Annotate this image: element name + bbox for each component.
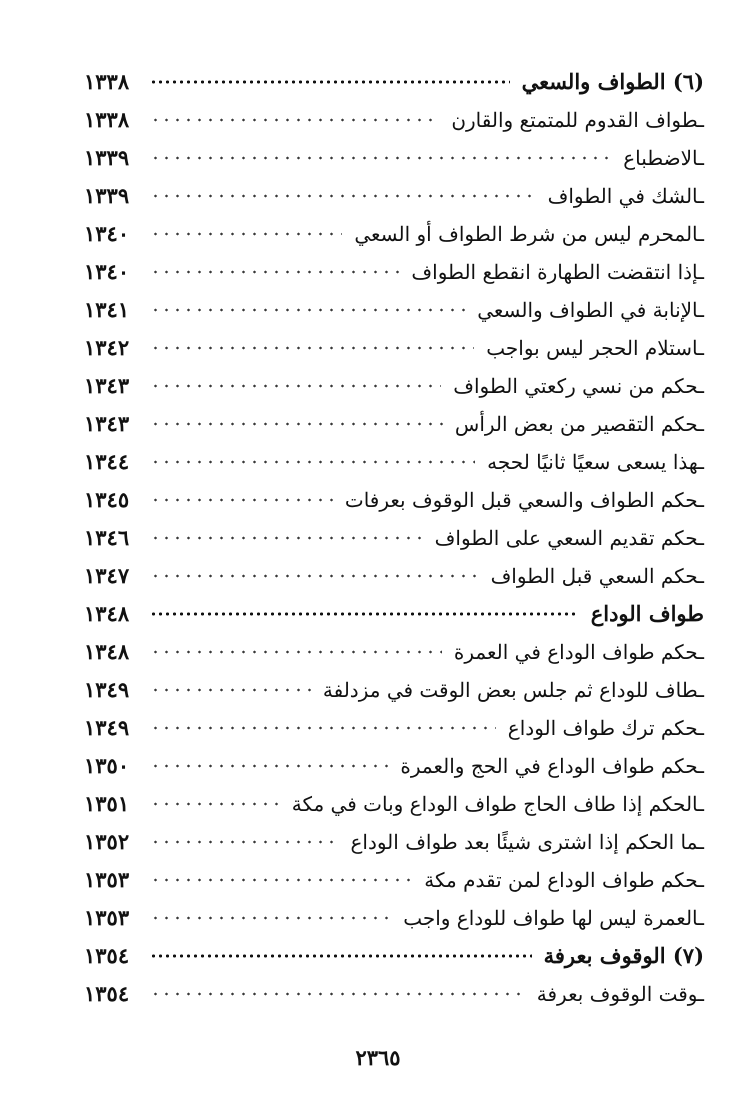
- dot-leader: [150, 458, 475, 466]
- dot-leader: [150, 268, 399, 276]
- toc-entry-row: [84, 861, 704, 899]
- toc-entry-row: [84, 177, 704, 215]
- toc-page-number: ١٣٤٦: [84, 525, 130, 550]
- dot-leader: [150, 154, 611, 162]
- toc-heading-title: طواف الوداع: [590, 601, 704, 626]
- page-number: ٢٣٦٥: [355, 1045, 401, 1070]
- toc-page-number: ١٣٤٠: [84, 259, 130, 284]
- toc-page-number: ١٣٥٣: [84, 905, 130, 930]
- toc-entry-row: [84, 329, 704, 367]
- toc-entry-row: [84, 139, 704, 177]
- toc-entry-title: ـهذا يسعى سعيًا ثانيًا لحجه: [487, 450, 704, 474]
- dot-leader: [150, 572, 479, 580]
- toc-page-number: ١٣٥٣: [84, 867, 130, 892]
- dot-leader: [150, 78, 510, 86]
- toc-entry-title: ـما الحكم إذا اشترى شيئًا بعد طواف الوداع: [350, 830, 704, 854]
- toc-page-number: ١٣٤٢: [84, 335, 130, 360]
- dot-leader: [150, 876, 412, 884]
- dot-leader: [150, 838, 338, 846]
- toc-entry-row: [84, 519, 704, 557]
- toc-entry-row: [84, 405, 704, 443]
- dot-leader: [150, 686, 311, 694]
- toc-entry-title: ـحكم ترك طواف الوداع: [507, 716, 704, 740]
- dot-leader: [150, 344, 474, 352]
- toc-page-number: ١٣٤١: [84, 297, 130, 322]
- dot-leader: [150, 762, 388, 770]
- dot-leader: [150, 952, 532, 960]
- toc-page-number: ١٣٣٩: [84, 145, 130, 170]
- toc-page-number: ١٣٤٨: [84, 639, 130, 664]
- toc-page-number: ١٣٤٩: [84, 715, 130, 740]
- toc-entry-row: [84, 633, 704, 671]
- dot-leader: [150, 116, 439, 124]
- toc-page-number: ١٣٤٤: [84, 449, 130, 474]
- toc-page-number: ١٣٤٨: [84, 601, 130, 626]
- toc-page-number: ١٣٤٥: [84, 487, 130, 512]
- toc-entry-title: ـالإنابة في الطواف والسعي: [477, 298, 704, 322]
- toc-entry-title: ـالحكم إذا طاف الحاج طواف الوداع وبات في مكة: [291, 792, 704, 816]
- toc-entry-row: [84, 443, 704, 481]
- toc-entry-row: [84, 671, 704, 709]
- toc-page-number: ١٣٤٧: [84, 563, 130, 588]
- toc-page-number: ١٣٥٢: [84, 829, 130, 854]
- toc-entry-title: ـحكم التقصير من بعض الرأس: [454, 412, 704, 436]
- toc-heading-title: (٦) الطواف والسعي: [521, 69, 704, 94]
- toc-page-number: ١٣٥٤: [84, 943, 130, 968]
- toc-entry-title: ـالاضطباع: [623, 146, 704, 170]
- toc-entry-title: ـاستلام الحجر ليس بواجب: [486, 336, 704, 360]
- dot-leader: [150, 534, 423, 542]
- toc-entry-title: ـحكم من نسي ركعتي الطواف: [453, 374, 704, 398]
- table-of-contents: [84, 63, 704, 1013]
- toc-page-number: ١٣٤٩: [84, 677, 130, 702]
- toc-entry-row: [84, 747, 704, 785]
- toc-entry-row: [84, 823, 704, 861]
- toc-entry-title: ـحكم الطواف والسعي قبل الوقوف بعرفات: [344, 488, 704, 512]
- dot-leader: [150, 648, 442, 656]
- toc-entry-title: ـحكم طواف الوداع في العمرة: [453, 640, 704, 664]
- toc-entry-title: ـحكم تقديم السعي على الطواف: [434, 526, 704, 550]
- toc-entry-title: ـالمحرم ليس من شرط الطواف أو السعي: [354, 222, 704, 246]
- toc-heading-row: [84, 63, 704, 101]
- toc-entry-title: ـالعمرة ليس لها طواف للوداع واجب: [403, 906, 704, 930]
- toc-entry-row: [84, 709, 704, 747]
- dot-leader: [150, 496, 333, 504]
- dot-leader: [150, 724, 496, 732]
- toc-entry-title: ـطاف للوداع ثم جلس بعض الوقت في مزدلفة: [322, 678, 704, 702]
- toc-page-number: ١٣٥٤: [84, 981, 130, 1006]
- dot-leader: [150, 192, 536, 200]
- toc-heading-row: [84, 937, 704, 975]
- toc-entry-row: [84, 253, 704, 291]
- toc-page-number: ١٣٤٣: [84, 411, 130, 436]
- toc-page-number: ١٣٣٨: [84, 69, 130, 94]
- toc-entry-row: [84, 291, 704, 329]
- toc-entry-title: ـوقت الوقوف بعرفة: [536, 982, 704, 1006]
- toc-entry-title: ـإذا انتقضت الطهارة انقطع الطواف: [411, 260, 704, 284]
- toc-entry-title: ـطواف القدوم للمتمتع والقارن: [451, 108, 704, 132]
- dot-leader: [150, 306, 465, 314]
- dot-leader: [150, 914, 391, 922]
- dot-leader: [150, 610, 579, 618]
- toc-page-number: ١٣٤٣: [84, 373, 130, 398]
- toc-entry-title: ـالشك في الطواف: [547, 184, 704, 208]
- toc-entry-row: [84, 975, 704, 1013]
- toc-entry-row: [84, 367, 704, 405]
- toc-page-number: ١٣٥١: [84, 791, 130, 816]
- toc-page-number: ١٣٣٨: [84, 107, 130, 132]
- dot-leader: [150, 800, 280, 808]
- dot-leader: [150, 990, 525, 998]
- toc-page-number: ١٣٣٩: [84, 183, 130, 208]
- toc-entry-row: [84, 557, 704, 595]
- toc-entry-row: [84, 215, 704, 253]
- toc-page-number: ١٣٤٠: [84, 221, 130, 246]
- toc-heading-row: [84, 595, 704, 633]
- toc-entry-row: [84, 785, 704, 823]
- toc-heading-title: (٧) الوقوف بعرفة: [543, 943, 704, 968]
- toc-entry-row: [84, 899, 704, 937]
- toc-entry-row: [84, 101, 704, 139]
- toc-entry-title: ـحكم طواف الوداع في الحج والعمرة: [400, 754, 704, 778]
- toc-entry-title: ـحكم طواف الوداع لمن تقدم مكة: [424, 868, 704, 892]
- dot-leader: [150, 230, 342, 238]
- dot-leader: [150, 420, 443, 428]
- dot-leader: [150, 382, 441, 390]
- toc-entry-title: ـحكم السعي قبل الطواف: [490, 564, 704, 588]
- toc-page-number: ١٣٥٠: [84, 753, 130, 778]
- toc-entry-row: [84, 481, 704, 519]
